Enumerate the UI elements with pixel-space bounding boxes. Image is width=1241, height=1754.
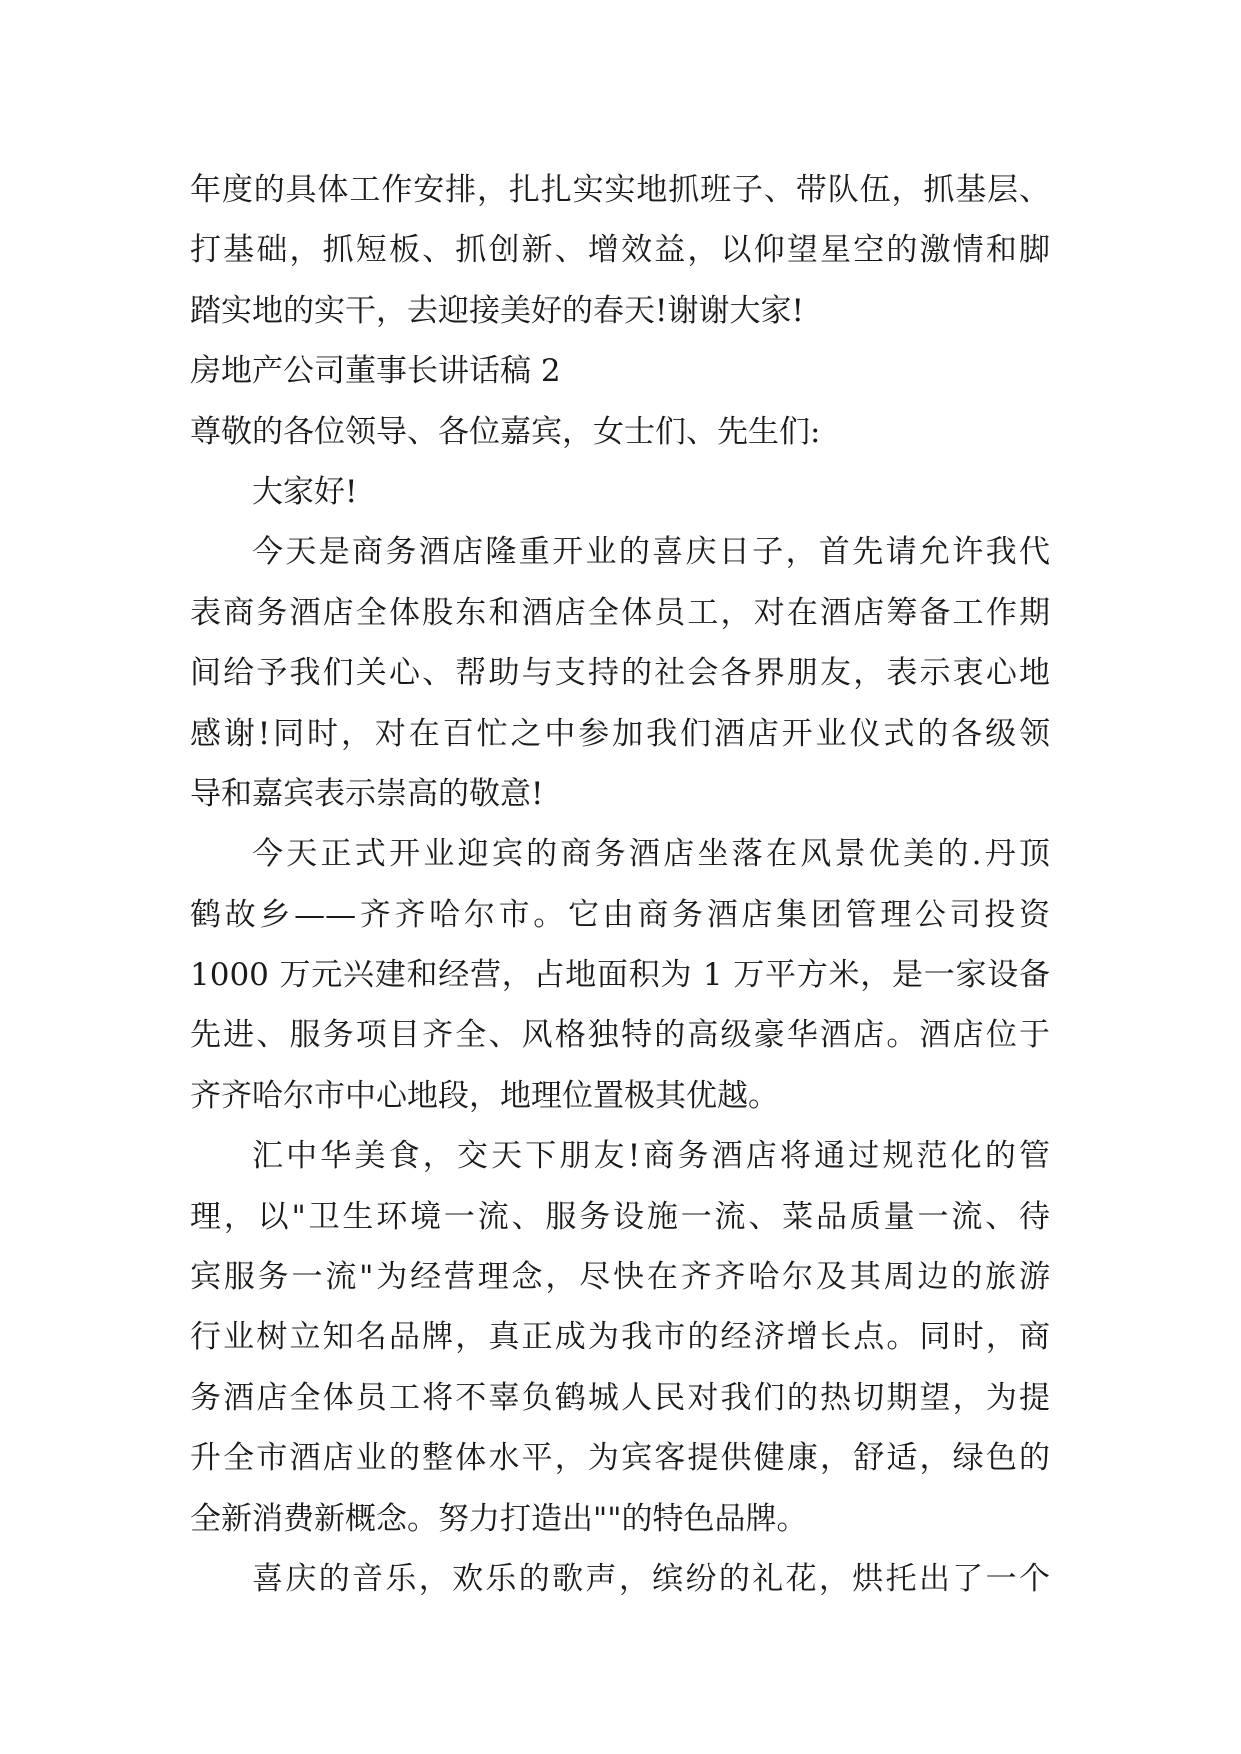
text-line: 间给予我们关心、帮助与支持的社会各界朋友，表示衷心地 xyxy=(190,655,1050,692)
text-line: 务酒店全体员工将不辜负鹤城人民对我们的热切期望，为提 xyxy=(190,1379,1050,1416)
text-line: 大家好! xyxy=(252,473,358,510)
text-line: 年度的具体工作安排，扎扎实实地抓班子、带队伍，抓基层、 xyxy=(190,172,1050,208)
text-line: 打基础，抓短板、抓创新、增效益，以仰望星空的激情和脚 xyxy=(190,232,1050,269)
text-line: 房地产公司董事长讲话稿 2 xyxy=(190,353,561,390)
text-line: 踏实地的实干，去迎接美好的春天!谢谢大家! xyxy=(190,292,804,329)
document-body xyxy=(190,160,1050,1609)
text-line: 喜庆的音乐，欢乐的歌声，缤纷的礼花，烘托出了一个 xyxy=(252,1560,1050,1597)
text-line: 今天是商务酒店隆重开业的喜庆日子，首先请允许我代 xyxy=(252,534,1050,571)
text-line: 齐齐哈尔市中心地段，地理位置极其优越。 xyxy=(190,1077,779,1114)
text-line: 汇中华美食，交天下朋友!商务酒店将通过规范化的管 xyxy=(252,1138,1050,1175)
text-line: 行业树立知名品牌，真正成为我市的经济增长点。同时，商 xyxy=(190,1319,1050,1356)
text-line: 尊敬的各位领导、各位嘉宾，女士们、先生们: xyxy=(190,413,821,450)
text-line: 全新消费新概念。努力打造出""的特色品牌。 xyxy=(190,1500,808,1537)
text-line: 理，以"卫生环境一流、服务设施一流、菜品质量一流、待 xyxy=(190,1198,1050,1235)
text-line: 今天正式开业迎宾的商务酒店坐落在风景优美的.丹顶 xyxy=(252,836,1050,873)
text-line: 导和嘉宾表示崇高的敬意! xyxy=(190,775,544,812)
text-line: 先进、服务项目齐全、风格独特的高级豪华酒店。酒店位于 xyxy=(190,1017,1050,1054)
text-line: 1000 万元兴建和经营，占地面积为 1 万平方米，是一家设备 xyxy=(190,957,1050,994)
text-line: 宾服务一流"为经营理念，尽快在齐齐哈尔及其周边的旅游 xyxy=(190,1259,1050,1296)
text-line: 鹤故乡——齐齐哈尔市。它由商务酒店集团管理公司投资 xyxy=(190,896,1050,933)
text-line: 表商务酒店全体股东和酒店全体员工，对在酒店筹备工作期 xyxy=(190,594,1050,631)
text-line: 升全市酒店业的整体水平，为宾客提供健康，舒适，绿色的 xyxy=(190,1440,1050,1477)
text-line: 感谢!同时，对在百忙之中参加我们酒店开业仪式的各级领 xyxy=(190,715,1050,752)
